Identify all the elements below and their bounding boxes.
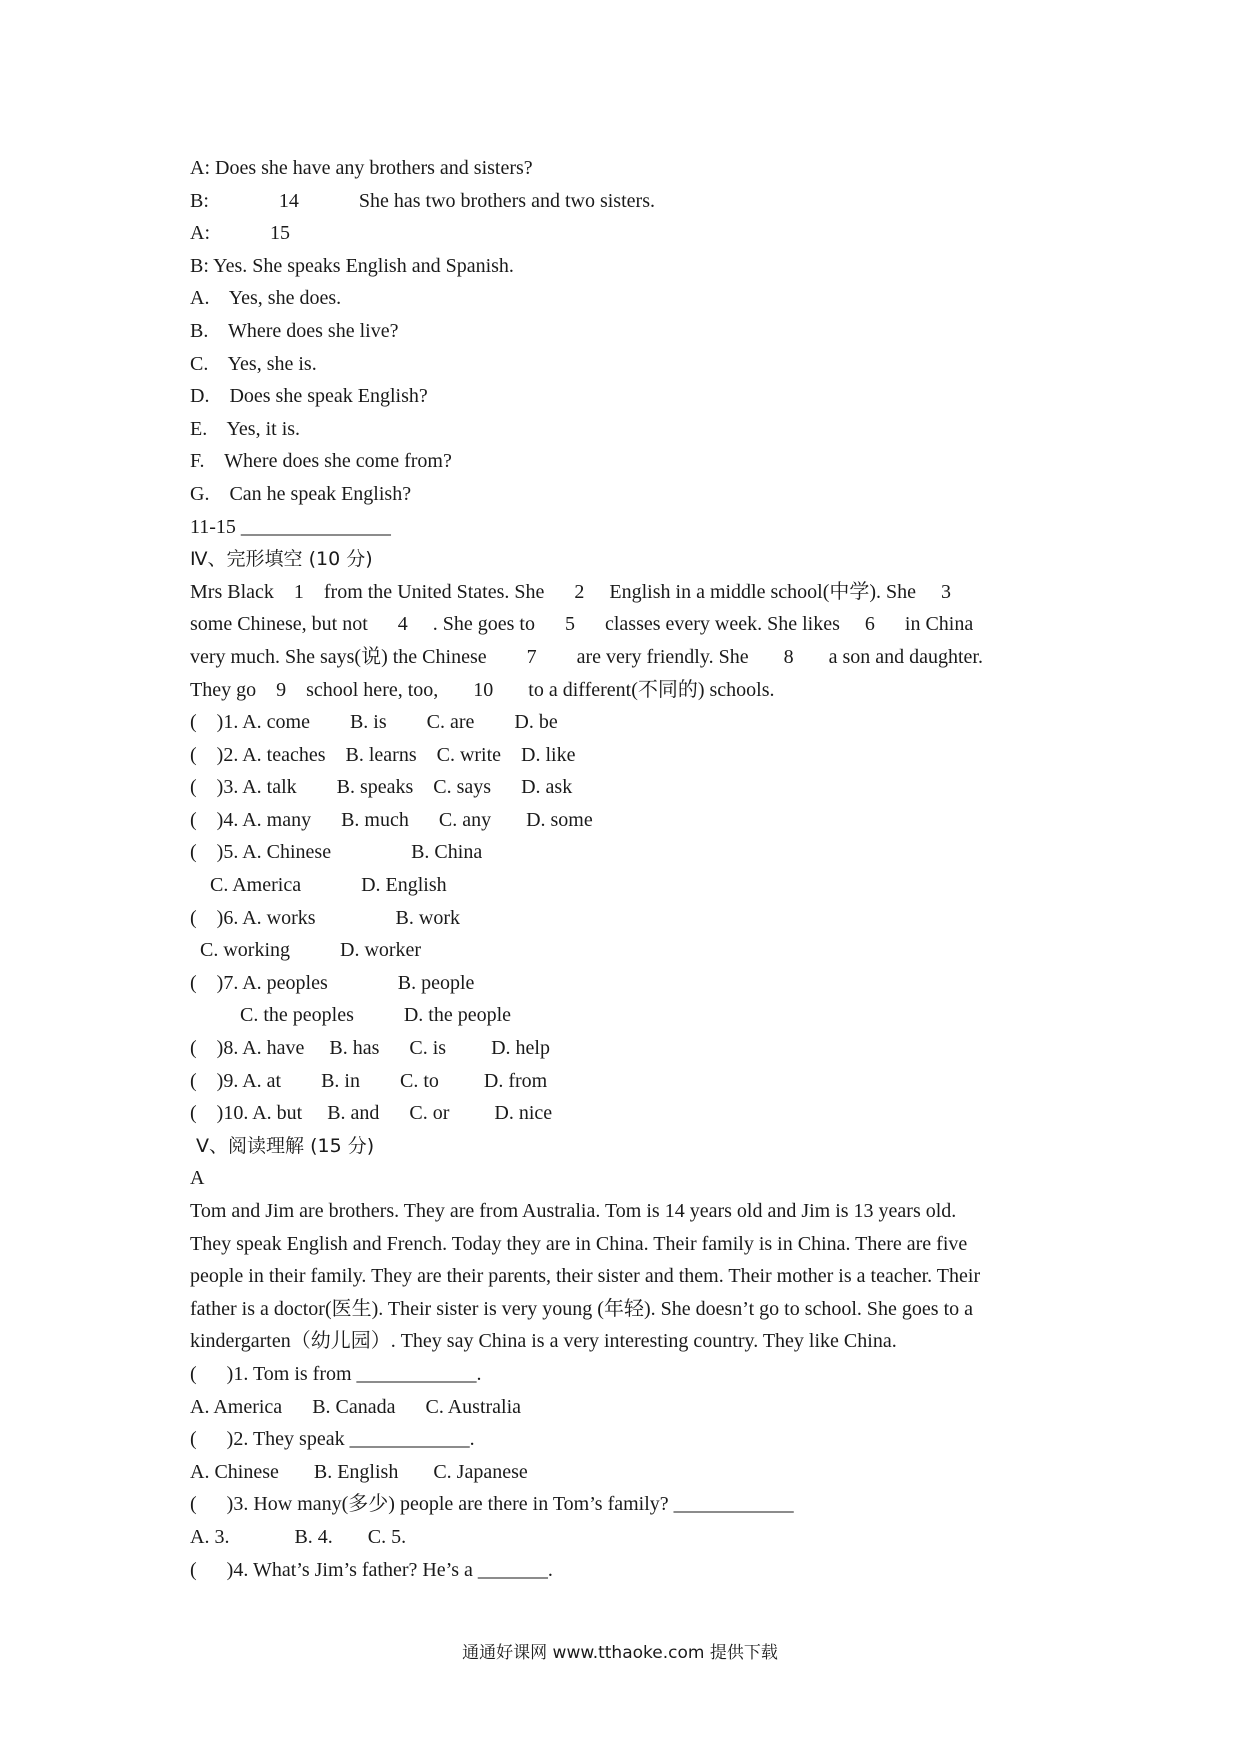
cloze-question-6-cont: C. working D. worker — [190, 939, 422, 962]
option-b: B. Where does she live? — [190, 319, 399, 342]
reading-passage-line-1: Tom and Jim are brothers. They are from Australia. Tom is 14 years old and Jim is 13 years old. — [190, 1200, 957, 1222]
option-g: G. Can he speak English? — [190, 482, 412, 505]
reading-question-3-options: A. 3. B. 4. C. 5. — [190, 1525, 407, 1548]
page-footer: 通通好课网 www.tthaoke.com 提供下载 — [462, 1643, 778, 1663]
section-5-heading: Ⅴ、阅读理解 (15 分) — [190, 1134, 375, 1157]
cloze-question-10: ( )10. A. but B. and C. or D. nice — [190, 1102, 553, 1125]
cloze-question-5: ( )5. A. Chinese B. China — [190, 841, 483, 864]
option-e: E. Yes, it is. — [190, 417, 301, 440]
reading-passage-line-5: kindergarten（幼儿园）. They say China is a very interesting country. They like China. — [190, 1330, 897, 1353]
cloze-question-8: ( )8. A. have B. has C. is D. help — [190, 1037, 550, 1060]
cloze-passage-line-3: very much. She says(说) the Chinese 7 are very friendly. She 8 a son and daughter. — [190, 645, 983, 668]
dialogue-line-4: B: Yes. She speaks English and Spanish. — [190, 254, 514, 277]
cloze-passage-line-2: some Chinese, but not 4 . She goes to 5 classes every week. She likes 6 in China — [190, 613, 974, 636]
cloze-passage-line-4: They go 9 school here, too, 10 to a different(不同的) schools. — [190, 678, 775, 701]
cloze-question-3: ( )3. A. talk B. speaks C. says D. ask — [190, 776, 573, 799]
reading-question-2-options: A. Chinese B. English C. Japanese — [190, 1460, 528, 1483]
cloze-question-2: ( )2. A. teaches B. learns C. write D. like — [190, 743, 576, 766]
cloze-question-4: ( )4. A. many B. much C. any D. some — [190, 808, 593, 831]
cloze-passage-line-1: Mrs Black 1 from the United States. She 2 English in a middle school(中学). She 3 — [190, 580, 952, 603]
reading-part-label: A — [190, 1167, 205, 1190]
cloze-question-7-cont: C. the peoples D. the people — [190, 1004, 512, 1027]
dialogue-line-3: A: 15 — [190, 222, 290, 245]
answer-line-11-15: 11-15 _______________ — [190, 515, 391, 538]
reading-question-1-options: A. America B. Canada C. Australia — [190, 1395, 522, 1418]
reading-question-1: ( )1. Tom is from ____________. — [190, 1362, 482, 1385]
cloze-question-1: ( )1. A. come B. is C. are D. be — [190, 711, 558, 734]
cloze-question-9: ( )9. A. at B. in C. to D. from — [190, 1069, 548, 1092]
reading-passage-line-4: father is a doctor(医生). Their sister is very young (年轻). She doesn’t go to school. She goes to a — [190, 1297, 974, 1320]
cloze-question-7: ( )7. A. peoples B. people — [190, 971, 475, 994]
dialogue-line-2: B: 14 She has two brothers and two sisters. — [190, 189, 655, 212]
reading-question-3: ( )3. How many(多少) people are there in Tom’s family? ____________ — [190, 1493, 794, 1516]
section-4-heading: Ⅳ、完形填空 (10 分) — [190, 548, 373, 571]
reading-question-2: ( )2. They speak ____________. — [190, 1428, 475, 1451]
reading-passage-line-2: They speak English and French. Today they are in China. Their family is in China. There are five — [190, 1232, 968, 1255]
reading-question-4: ( )4. What’s Jim’s father? He’s a _______. — [190, 1558, 553, 1581]
option-a: A. Yes, she does. — [190, 287, 342, 310]
document-body — [190, 152, 1060, 1586]
cloze-question-6: ( )6. A. works B. work — [190, 906, 460, 929]
option-c: C. Yes, she is. — [190, 352, 317, 375]
dialogue-line-1: A: Does she have any brothers and sisters? — [190, 157, 533, 179]
reading-passage-line-3: people in their family. They are their parents, their sister and them. Their mother is a teacher. Their — [190, 1265, 981, 1288]
option-f: F. Where does she come from? — [190, 450, 452, 473]
cloze-question-5-cont: C. America D. English — [190, 874, 447, 897]
option-d: D. Does she speak English? — [190, 385, 428, 408]
